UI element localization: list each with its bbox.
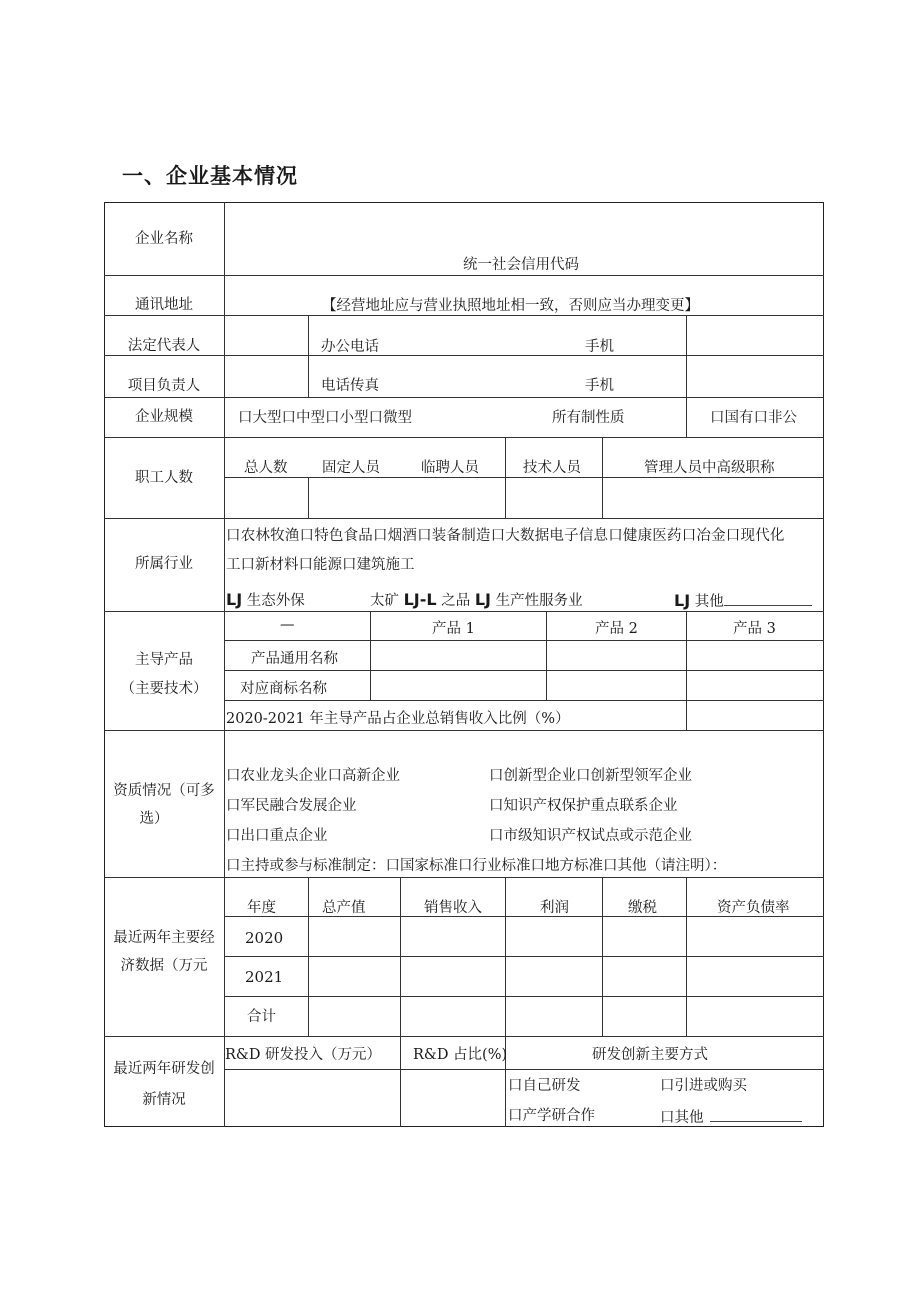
office-phone-label: 办公电话 <box>321 339 379 355</box>
product-1-header: 产品 1 <box>432 621 475 637</box>
legal-rep-label: 法定代表人 <box>127 338 201 354</box>
company-name-label: 企业名称 <box>135 231 193 247</box>
industry-other-text: 其他 <box>694 594 724 610</box>
fill-in-blank[interactable] <box>710 1107 802 1122</box>
products-label: 主导产品 <box>135 652 193 668</box>
industry-mining-prefix: 太矿 <box>370 593 399 609</box>
credit-code-label: 统一社会信用代码 <box>463 257 579 273</box>
rnd-mode-self[interactable]: 口自己研发 <box>508 1078 581 1094</box>
econ-total-label: 合计 <box>247 1009 276 1025</box>
rnd-sublabel: 新情况 <box>142 1092 186 1108</box>
row-divider <box>104 730 824 731</box>
industry-other[interactable] <box>674 591 812 611</box>
staff-tech-header: 技术人员 <box>523 460 581 476</box>
ownership-label: 所有制性质 <box>552 410 625 426</box>
staff-fixed-header: 固定人员 <box>322 460 380 476</box>
row-divider <box>224 670 824 671</box>
econ-output-header: 总产值 <box>322 900 366 916</box>
col-divider <box>686 877 687 1036</box>
fax-label: 电话传真 <box>321 378 379 394</box>
checkbox-mark: LJ-L <box>403 590 437 609</box>
checkbox-mark: LJ <box>226 590 243 609</box>
products-dash: — <box>280 617 295 633</box>
fill-in-blank[interactable] <box>724 591 812 606</box>
staff-mgmt-header: 管理人员中高级职称 <box>644 460 775 476</box>
economics-label: 最近两年主要经 <box>113 930 215 946</box>
row-divider <box>224 640 824 641</box>
industry-mining[interactable] <box>370 591 583 610</box>
industry-options-line1[interactable]: 口农林牧渔口特色食品口烟酒口装备制造口大数据电子信息口健康医药口冶金口现代化 <box>226 528 785 544</box>
product-3-header: 产品 3 <box>733 621 776 637</box>
industry-eco[interactable] <box>226 591 305 610</box>
qualification-sublabel: 选） <box>139 811 169 827</box>
row-divider <box>104 437 824 438</box>
rnd-mode-header: 研发创新主要方式 <box>592 1047 708 1063</box>
row-divider <box>224 477 824 478</box>
rnd-mode-coop[interactable]: 口产学研合作 <box>508 1108 595 1124</box>
checkbox-mark: LJ <box>474 590 491 609</box>
staff-total-header: 总人数 <box>244 460 288 476</box>
checkbox-mark: LJ <box>674 591 691 610</box>
products-sublabel: （主要技术） <box>120 681 208 697</box>
industry-options-line2[interactable]: 工口新材料口能源口建筑施工 <box>226 557 415 573</box>
mobile-label: 手机 <box>585 378 614 394</box>
rnd-mode-acquire[interactable]: 口引进或购买 <box>660 1078 747 1094</box>
qualification-innovative[interactable]: 口创新型企业口创新型领军企业 <box>489 768 692 784</box>
col-divider <box>602 437 603 518</box>
industry-mining-text: 之品 <box>441 593 471 609</box>
col-divider <box>308 315 309 397</box>
row-divider <box>104 1036 824 1037</box>
col-divider <box>308 877 309 1036</box>
row-divider <box>104 275 824 276</box>
row-divider <box>104 611 824 612</box>
row-divider <box>104 877 824 878</box>
project-lead-label: 项目负责人 <box>127 378 201 394</box>
col-divider <box>505 877 506 1036</box>
staff-label: 职工人数 <box>135 470 193 486</box>
scale-options[interactable]: 口大型口中型口小型口微型 <box>238 410 412 426</box>
qualification-label: 资质情况（可多 <box>113 783 215 799</box>
industry-eco-text: 生态外保 <box>246 593 305 609</box>
qualification-ip-protection[interactable]: 口知识产权保护重点联系企业 <box>489 798 678 814</box>
row-divider <box>224 1069 824 1070</box>
rnd-mode-other-text: 口其他 <box>660 1110 704 1126</box>
econ-sales-header: 销售收入 <box>424 900 482 916</box>
col-divider <box>546 611 547 700</box>
row-divider <box>224 956 824 957</box>
mobile-label: 手机 <box>585 339 614 355</box>
col-divider <box>308 477 309 518</box>
product-2-header: 产品 2 <box>595 621 638 637</box>
col-divider <box>686 611 687 730</box>
qualification-standards[interactable]: 口主持或参与标准制定：口国家标准口行业标准口地方标准口其他（请注明）： <box>226 858 727 874</box>
address-note: 【经营地址应与营业执照地址相一致，否则应当办理变更】 <box>322 298 699 314</box>
econ-tax-header: 缴税 <box>628 900 657 916</box>
qualification-military-civil[interactable]: 口军民融合发展企业 <box>226 798 357 814</box>
econ-year-2021: 2021 <box>245 968 284 986</box>
rnd-ratio-header: R&D 占比(%) <box>413 1047 508 1063</box>
rnd-mode-other[interactable] <box>660 1107 802 1127</box>
col-divider <box>400 877 401 1036</box>
col-divider <box>400 1036 401 1127</box>
product-generic-name-label: 产品通用名称 <box>251 651 338 667</box>
row-divider <box>104 518 824 519</box>
row-divider <box>224 700 824 701</box>
industry-service-text: 生产性服务业 <box>495 593 583 609</box>
qualification-export[interactable]: 口出口重点企业 <box>226 828 328 844</box>
col-divider <box>224 202 225 1127</box>
econ-profit-header: 利润 <box>540 900 569 916</box>
col-divider <box>686 315 687 437</box>
address-label: 通讯地址 <box>135 297 193 313</box>
product-trademark-label: 对应商标名称 <box>240 681 327 697</box>
econ-year-2020: 2020 <box>245 929 284 947</box>
econ-debt-ratio-header: 资产负债率 <box>717 900 790 916</box>
col-divider <box>370 611 371 700</box>
ownership-options[interactable]: 口国有口非公 <box>710 410 797 426</box>
row-divider <box>224 996 824 997</box>
qualification-agri-hitech[interactable]: 口农业龙头企业口高新企业 <box>226 768 400 784</box>
col-divider <box>505 437 506 518</box>
section-title: 一、企业基本情况 <box>122 164 298 188</box>
rnd-investment-header: R&D 研发投入（万元） <box>225 1047 382 1063</box>
qualification-ip-pilot[interactable]: 口市级知识产权试点或示范企业 <box>489 828 692 844</box>
economics-sublabel: 济数据（万元 <box>120 958 208 974</box>
col-divider <box>602 877 603 1036</box>
scale-label: 企业规模 <box>135 409 193 425</box>
sales-ratio-label: 2020-2021 年主导产品占企业总销售收入比例（%） <box>226 711 570 727</box>
staff-temp-header: 临聘人员 <box>421 460 479 476</box>
rnd-label: 最近两年研发创 <box>113 1061 215 1077</box>
industry-label: 所属行业 <box>135 556 193 572</box>
econ-year-header: 年度 <box>247 900 276 916</box>
